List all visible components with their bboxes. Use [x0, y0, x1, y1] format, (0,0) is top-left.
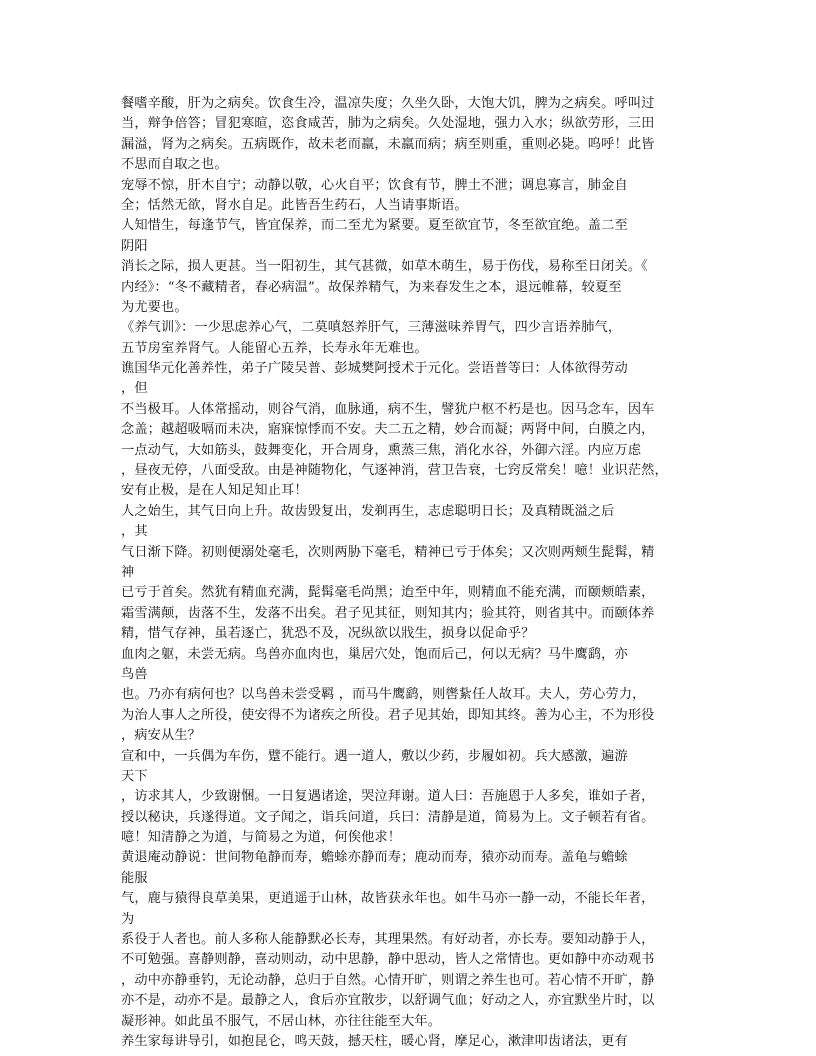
text-line: 为: [121, 911, 135, 927]
text-line: ，病安从生？: [121, 728, 202, 744]
text-line: 不当极耳。人体常摇动，则谷气消，血脉通，病不生，譬犹户枢不朽是也。因马念车，因车: [121, 401, 655, 417]
text-line: 漏溢，肾为之病矣。五病既作，故未老而羸，未羸而病；病至则重，重则必毙。呜呼！此皆: [121, 136, 655, 152]
text-line: 系役于人者也。前人多称人能静默必长寿，其理果然。有好动者，亦长寿。要知动静于人，: [121, 932, 655, 948]
text-line: 《养气训》：一少思虑养心气，二莫嗔怒养肝气，三薄滋味养胃气，四少言语养肺气，: [121, 320, 622, 336]
text-line: 宠辱不惊，肝木自宁；动静以敬，心火自平；饮食有节，脾土不泄；调息寡言，肺金自: [121, 177, 628, 193]
text-line: 阴阳: [121, 238, 148, 254]
text-line: ，访求其人，少致谢悃。一日复遇诸途，哭泣拜谢。道人曰：吾施恩于人多矣，谁如子者，: [121, 789, 655, 805]
text-line: ，其: [121, 524, 148, 540]
document-body: [121, 94, 701, 1052]
text-line: 授以秘诀，兵遂得道。文子闻之，诣兵问道，兵曰：清静是道，简易为上。文子顿若有省。: [121, 809, 655, 825]
text-line: ，但: [121, 381, 148, 397]
text-line: 凝形神。如此虽不服气，不居山林，亦往往能至大年。: [121, 1013, 442, 1029]
text-line: ，动中亦静垂钓，无论动静，总归于自然。心情开旷，则谓之养生也可。若心情不开旷，静: [121, 972, 655, 988]
text-line: 已亏于首矣。然犹有精血充满，髭髯毫毛尚黑；迨至中年，则精血不能充满，而颐颊皓素，: [121, 585, 655, 601]
text-line: 当，辩争倍答；冒犯寒暄，恣食咸苦，肺为之病矣。久处湿地，强力入水；纵欲劳形，三田: [121, 116, 655, 132]
text-line: 一点动气，大如筋头，鼓舞变化，开合周身，熏蒸三焦，消化水谷，外御六淫。内应万虑: [121, 442, 642, 458]
text-line: 不可勉强。喜静则静，喜动则动，动中思静，静中思动，皆人之常情也。更如静中亦动观书: [121, 952, 655, 968]
text-line: 人知惜生，每逢节气，皆宜保养，而二至尤为紧要。夏至欲宜节，冬至欲宜绝。盖二至: [121, 218, 628, 234]
text-line: 消长之际，损人更甚。当一阳初生，其气甚微，如草木萌生，易于伤伐，易称至日闭关。《: [121, 259, 648, 275]
text-line: ，昼夜无停，八面受敌。由是神随物化，气逐神消，营卫告衰，七窍反常矣！噫！业识茫然，: [121, 463, 668, 479]
text-line: 餐嗜辛酸，肝为之病矣。饮食生冷，温凉失度；久坐久卧，大饱大饥，脾为之病矣。呼叫过: [121, 96, 655, 111]
text-line: 安有止极，是在人知足知止耳！: [121, 483, 308, 499]
text-line: 亦不是，动亦不是。最静之人，食后亦宜散步，以舒调气血；好动之人，亦宜默坐片时，以: [121, 993, 655, 1009]
text-line: 念盖；越超吸嗝而未决，寤寐惊悸而不安。夫二五之精，妙合而凝；两肾中间，白膜之内，: [121, 422, 655, 438]
text-line: 人之始生，其气日向上升。故齿毁复出，发剃再生，志虑聪明日长；及真精既溢之后: [121, 503, 615, 519]
text-line: 血肉之躯，未尝无病。鸟兽亦血肉也，巢居穴处，饱而后己，何以无病？马牛鹰鹞，亦: [121, 646, 628, 662]
text-line: 养生家每讲导引，如抱昆仑，鸣天鼓，撼天柱，暖心肾，摩足心，漱津叩齿诸法，更有: [121, 1033, 628, 1049]
text-line: 气日渐下降。初则便溺处毫毛，次则两胁下毫毛，精神已亏于体矣；又次则两颊生髭髯，精: [121, 544, 655, 560]
text-line: 神: [121, 564, 135, 580]
text-line: 全；恬然无欲，肾水自足。此皆吾生药石，人当请事斯语。: [121, 197, 468, 213]
text-line: 精，惜气存神，虽若逐亡，犹恐不及，况纵欲以戕生，损身以促命乎？: [121, 626, 535, 642]
text-line: 也。乃亦有病何也？以鸟兽未尝受羁 ，而马牛鹰鹞，则辔紥任人故耳。夫人，劳心劳力，: [121, 687, 646, 703]
text-line: 为尤要也。: [121, 299, 188, 315]
text-line: 为治人事人之所役，使安得不为诸疾之所役。君子见其始，即知其终。善为心主，不为形役: [121, 707, 655, 723]
text-line: 气，鹿与猿得良草美果，更逍遥于山林，故皆获永年也。如牛马亦一静一动，不能长年者，: [121, 891, 655, 907]
text-line: 五节房室养肾气。人能留心五养，长寿永年无难也。: [121, 340, 428, 356]
text-line: 鸟兽: [121, 666, 148, 682]
text-line: 宣和中，一兵偶为车伤，躄不能行。遇一道人，敷以少药，步履如初。兵大感激，遍游: [121, 748, 628, 764]
text-line: 天下: [121, 768, 148, 784]
text-line: 噫！知清静之为道，与简易之为道，何俟他求！: [121, 830, 402, 846]
text-line: 黄退庵动静说：世间物龟静而寿，蟾蜍亦静而寿；鹿动而寿，猿亦动而寿。盖龟与蟾蜍: [121, 850, 628, 866]
text-line: 不思而自取之也。: [121, 157, 228, 173]
text-line: 谯国华元化善养性，弟子广陵吴普、彭城樊阿授术于元化。尝语普等曰：人体欲得劳动: [121, 361, 628, 377]
text-line: 能服: [121, 870, 148, 886]
text-line: 霜雪满颠，齿落不生，发落不出矣。君子见其征，则知其内；验其符，则省其中。而颐体养: [121, 605, 655, 621]
text-line: 内经》：“冬不藏精者，春必病温”。故保养精气，为来春发生之本，退远帷幕，较夏至: [121, 279, 622, 295]
